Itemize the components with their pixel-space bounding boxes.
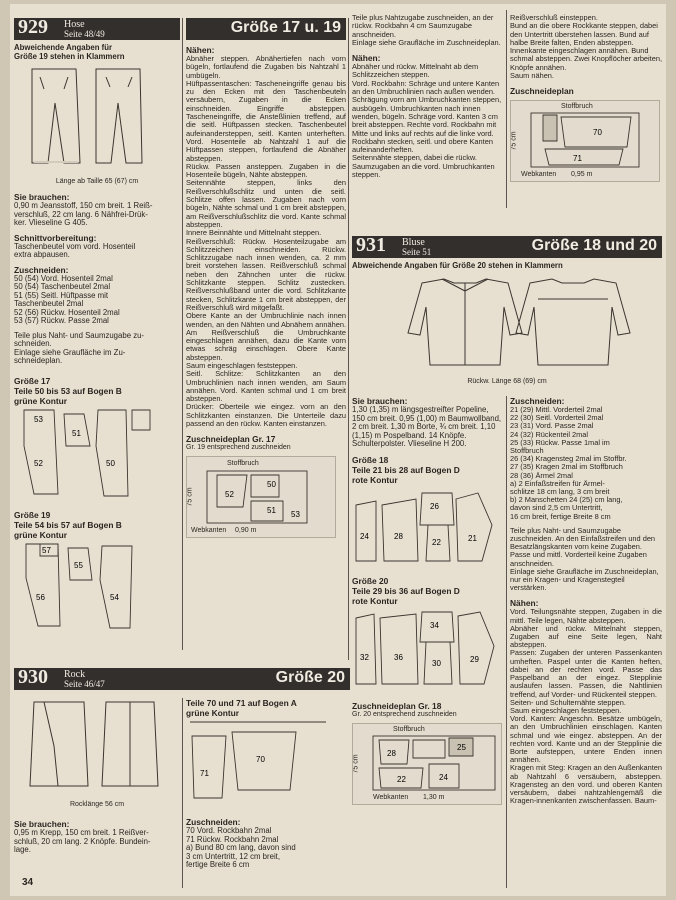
plan-piece-53: 53 bbox=[291, 510, 300, 520]
rock-illustration bbox=[14, 696, 174, 796]
rock-groesse: Größe 20 bbox=[275, 669, 345, 686]
rock-rv-cont: Reißverschluß einsteppen. Bund an die obere Rockkante steppen, dabei den Untertritt überstehen lassen. Bund auf halbe Breite falten, Enden absteppen. Innenkante eingeschlagen annähen. Bund schmal absteppen. Zwei Knopflöcher arbeiten, Knöpfe annähen. Saum nähen. bbox=[510, 14, 662, 81]
rock-header bbox=[14, 668, 350, 690]
piece-57: 57 bbox=[42, 545, 51, 555]
g18-piece-26: 26 bbox=[430, 501, 439, 511]
plan-piece-52: 52 bbox=[225, 490, 234, 500]
g20-piece-34: 34 bbox=[430, 620, 439, 630]
hose-plan-stoffbruch: Stoffbruch bbox=[227, 460, 259, 468]
piece-54: 54 bbox=[110, 592, 119, 602]
hose-sie-brauchen: 0,90 m Jeansstoff, 150 cm breit. 1 Reiß- verschluß, 22 cm lang. 6 Nähfrei-Drük- ker. Vlieseline G 405. bbox=[14, 201, 153, 227]
bluse-note: Abweichende Angaben für Größe 20 stehen in Klammern bbox=[352, 261, 563, 270]
rock-piece-70: 70 bbox=[256, 755, 265, 764]
hose-zuschneiden-heading: Zuschneiden: bbox=[14, 264, 69, 275]
divider-2 bbox=[348, 18, 349, 660]
rock-plan-height: 75 cm bbox=[510, 131, 518, 151]
rock-cont: Teile plus Nahtzugabe zuschneiden, an der rückw. Rockbahn 4 cm Saumzugabe anschneiden. Einlage siehe Graufläche im Zuschneideplan. bbox=[352, 14, 501, 47]
bluse-g18-kontur: rote Kontur bbox=[352, 474, 398, 485]
g18-piece-24: 24 bbox=[360, 531, 369, 541]
hose-schnitt: Taschenbeutel vom vord. Hosenteil extra abpausen. bbox=[14, 241, 136, 259]
bluse-sie-brauchen-heading: Sie brauchen: bbox=[352, 396, 408, 406]
hose-plan-heading: Zuschneideplan Gr. 17 bbox=[186, 434, 276, 445]
hose-g17-kontur: grüne Kontur bbox=[14, 395, 68, 406]
rock-teile: Teile 70 und 71 auf Bogen A bbox=[186, 698, 297, 708]
rock-plan-webkanten: Webkanten bbox=[521, 171, 557, 179]
rock-zuschneiden-heading: Zuschneiden: bbox=[186, 817, 241, 827]
bluse-g18-title: Größe 18 bbox=[352, 454, 389, 465]
bluse-plan-piece-22: 22 bbox=[397, 774, 406, 784]
hose-g19-kontur: grüne Kontur bbox=[14, 529, 68, 540]
rock-number: 930 bbox=[18, 668, 48, 688]
rock-sie-brauchen-heading: Sie brauchen: bbox=[14, 819, 70, 829]
rock-plan-stoffbruch: Stoffbruch bbox=[561, 103, 593, 111]
bluse-plan-width: 1,30 m bbox=[423, 793, 445, 801]
bluse-length: Rückw. Länge 68 (69) cm bbox=[467, 377, 547, 385]
piece-53: 53 bbox=[34, 414, 43, 424]
g20-piece-36: 36 bbox=[394, 652, 403, 662]
hose-nahen: Abnäher steppen. Abnähertiefen nach vorn bügeln, fortlaufend die Zugaben bis Nahtzahl 1 umbügeln. Hüftpassentaschen: Tascheneingriffe genau bis zu den Ecken mit den Taschenbeuteln versäubern, Zugaben in die Ecken einschneiden. Eingriffe absteppen. Tascheneingriffe, die Ansteßlinien treffend, auf die seitl. Hüftpassen stecken. Taschenbeutel aufeinandersteppen, seitl. Kanten unterheften. Vord. Hosenteile ab Nahtzahl 1 auf die Hüftpassen steppen, fortlaufend die Abnäher absteppen. Rückw. Passen ansteppen. Zugaben in die Hosenteile bügeln, Nähte absteppen. Seitennähte steppen, links den Reißverschlußschlitz und unten die seitl. Schlitze offen lassen. Zugaben nach vorn bügeln, Nähte schmal und 1 cm breit absteppen, am Reißverschlußschlitz die vord. Kante schmal absteppen. Innere Beinnähte und Mittelnaht steppen. Reißverschluß: Rückw. Hosenteilzugabe am Schlitzzeichen einschneiden. Rückw. Schlitzzugabe nach innen wenden, ca. 2 mm breit vorstehen lassen. Reißverschluß schmal neben den Zähnchen unter die rückw. Schlitzkante steppen. Schlitz zustecken. Reißverschlußband unter die vord. Schlitzkante stecken, Schlitzkante 1 cm breit absteppen, der Reißverschluß wird mitgefaßt. Obere Kante an der Umbruchlinie nach innen wenden, an den Nähten und Abnähern annähen. Am Reißverschluß die Umbruchkante eingeschlagen annähen, dazu die Kante vorn etwas schräg einschlagen. Obere Kante absteppen. Saum eingeschlagen feststeppen. Seitl. Schlitze: Schlitzkanten an den Umbruchlinien nach innen wenden, am Saum annähen. Vord. Kanten schmal und 1 cm breit absteppen. Drücker: Oberteile wie eingez. vorn an den Schlitzkanten einstanzen. Die Unterteile dazu passend an den rückw. Kanten einstanzen. bbox=[186, 54, 346, 429]
hose-plan-sub: Gr. 19 entsprechend zuschneiden bbox=[186, 444, 291, 452]
hose-header bbox=[14, 18, 180, 40]
g20-piece-30: 30 bbox=[432, 658, 441, 668]
pattern-page bbox=[10, 4, 666, 896]
hose-cutting-plan bbox=[186, 456, 336, 538]
hose-groesse: Größe 17 u. 19 bbox=[230, 19, 341, 36]
bluse-g18-teile: Teile 21 bis 28 auf Bogen D bbox=[352, 464, 460, 475]
hose-sie-brauchen-heading: Sie brauchen: bbox=[14, 192, 70, 202]
bluse-g20-kontur: rote Kontur bbox=[352, 595, 398, 606]
bluse-nahen-heading: Nähen: bbox=[510, 598, 539, 609]
g18-piece-21: 21 bbox=[468, 533, 477, 543]
hose-g19-teile: Teile 54 bis 57 auf Bogen B bbox=[14, 519, 122, 530]
hose-plan-height: 75 cm bbox=[186, 487, 194, 507]
bluse-illustration bbox=[352, 273, 652, 373]
rock-plan-piece-71: 71 bbox=[573, 154, 582, 164]
hose-note: Abweichende Angaben für Größe 19 stehen in Klammern bbox=[14, 43, 125, 61]
hose-continued bbox=[186, 18, 346, 658]
hose-naht: Teile plus Naht- und Saumzugabe zu- schneiden. Einlage siehe Graufläche im Zu- schneideplan. bbox=[14, 330, 145, 365]
g20-piece-29: 29 bbox=[470, 654, 479, 664]
hose-g19-diagram bbox=[14, 540, 164, 630]
rock-continued bbox=[352, 14, 504, 226]
hose-section bbox=[14, 18, 180, 658]
rock-piece-71: 71 bbox=[200, 769, 209, 778]
hose-g17-title: Größe 17 bbox=[14, 375, 51, 386]
bluse-header bbox=[352, 236, 662, 258]
bluse-naht: Teile plus Naht- und Saumzugabe zuschneiden. An den Einfaßstreifen und den Besatzlängskanten vorn keine Zugaben. Passe und mittl. Vorderteil keine Zugaben anschneiden. Einlage siehe Graufläche im Zuschneideplan, nur ein Kragen- und Kragenstegteil verstärken. bbox=[510, 525, 659, 593]
bluse-name: Bluse bbox=[402, 237, 425, 248]
bluse-section bbox=[352, 236, 662, 892]
g20-piece-32: 32 bbox=[360, 652, 369, 662]
bluse-plan-piece-25: 25 bbox=[457, 742, 466, 752]
hose-nahen-heading: Nähen: bbox=[186, 45, 215, 55]
bluse-plan-webkanten: Webkanten bbox=[373, 793, 409, 801]
rock-pattern-diagram bbox=[186, 718, 336, 808]
hose-g17-teile: Teile 50 bis 53 auf Bogen B bbox=[14, 385, 122, 396]
bluse-nahen: Vord. Teilungsnähte steppen, Zugaben in die mittl. Teile legen, Nähte absteppen. Abnäher und rückw. Mittelnaht steppen, Zugaben auf eine Seite legen, Naht absteppen. Passen: Zugaben der unteren Passenkanten umheften. Paspel unter die Kanten heften, dabei an der rechten vord. Passe das Paspelband an der eingez. Stepplinie auslaufen lassen. Passen, die Nahtlinien treffend, auf Vorder- und Rückenteil steppen. Seiten- und Schulternähte steppen. Saum eingeschlagen feststeppen. Vord. Kanten: Angeschn. Besätze umbügeln, an den Umbruchlinien einschlagen. Kanten schmal und wie eingez. absteppen. An der rechten vord. Kante und an der Stepplinie die Borte aufsteppen, untere Enden innen annähen. Kragen mit Steg: Kragen an den Außenkanten ab Nahtzahl 6 versäubern, absteppen. Kragensteg an den vord. und oberen Kanten versäubern, dabei nahtzahlengemäß die Kragen-innenkanten zwischenfassen. Baum- bbox=[510, 607, 662, 806]
bluse-plan-sub: Gr. 20 entsprechend zuschneiden bbox=[352, 710, 457, 718]
divider-rock bbox=[182, 698, 183, 888]
g18-piece-28: 28 bbox=[394, 531, 403, 541]
plan-piece-50: 50 bbox=[267, 480, 276, 490]
divider-4 bbox=[506, 396, 507, 888]
bluse-cutting-plan bbox=[352, 723, 502, 805]
piece-55: 55 bbox=[74, 560, 83, 570]
rock-name: Rock bbox=[64, 669, 86, 680]
rock-nahen: Abnäher und rückw. Mittelnaht ab dem Schlitzzeichen steppen. Vord. Rockbahn: Schräge und untere Kanten an den Umbruchlinien nach außen wenden. Schrägung vorn am Umbruchkanten steppen, ausbügeln. Umbruchkanten nach innen wenden, bügeln. Schräge vord. Kanten 3 cm breit absteppen. Rechte vord. Rockbahn mit Mitte und links auf rechts auf die linke vord. Rockbahn stecken, seitl. und obere Kanten aufeinanderheften. Seitennähte steppen, dabei die rückw. Saumzugaben an die vord. Umbruchkanten steppen. bbox=[352, 62, 502, 180]
bluse-groesse: Größe 18 und 20 bbox=[531, 237, 657, 254]
hose-plan-width: 0,90 m bbox=[235, 527, 257, 535]
rock-length: Rocklänge 56 cm bbox=[69, 801, 125, 808]
hose-schnitt-heading: Schnittvorbereitung: bbox=[14, 232, 97, 243]
bluse-zuschneiden: 21 (29) Mittl. Vorderteil 2mal 22 (30) Seitl. Vorderteil 2mal 23 (31) Vord. Passe 2mal 24 (32) Rückenteil 2mal 25 (33) Rückw. Passe 1mal im Stoffbruch 26 (34) Kragensteg 2mal im Stoffbr. 27 (35) Kragen 2mal im Stoffbruch 28 (36) Ärmel 2mal a) 2 Einfaßstreifen für Ärmel- schlitze 18 cm lang, 3 cm breit b) 2 Manschetten 24 (25) cm lang, davon sind 2,5 cm Untertritt, 16 cm breit, fertige Breite 8 cm bbox=[510, 405, 627, 521]
bluse-plan-stoffbruch: Stoffbruch bbox=[393, 725, 425, 733]
piece-50: 50 bbox=[106, 458, 115, 468]
bluse-g20-teile: Teile 29 bis 36 auf Bogen D bbox=[352, 585, 460, 596]
bluse-g20-diagram bbox=[352, 606, 502, 690]
hose-number: 929 bbox=[18, 18, 48, 38]
g18-piece-22: 22 bbox=[432, 537, 441, 547]
bluse-seite: Seite 51 bbox=[402, 247, 432, 257]
hose-illustration bbox=[14, 63, 164, 173]
hose-plan-webkanten: Webkanten bbox=[191, 527, 227, 535]
hose-name: Hose bbox=[64, 19, 85, 30]
bluse-plan-piece-24: 24 bbox=[439, 772, 448, 782]
rock-zuschneiden: 70 Vord. Rockbahn 2mal 71 Rückw. Rockbahn 2mal a) Bund 80 cm lang, davon sind 3 cm Untertritt, 12 cm breit, fertige Breite 6 cm bbox=[186, 826, 296, 869]
hose-seite: Seite 48/49 bbox=[64, 29, 105, 39]
bluse-sie-brauchen: 1,30 (1,35) m längsgestreifter Popeline, 150 cm breit. 0,95 (1,00) m Baumwollband, 2 cm breit. 1,30 m Borte, ¾ cm breit. 1,10 (1,15) m Pospelband. 14 Knöpfe. Schulterpolster. Vlieseline H 200. bbox=[352, 405, 502, 448]
rock-plan-width: 0,95 m bbox=[571, 171, 593, 179]
hose-size-header bbox=[186, 18, 346, 40]
rock-continued-2 bbox=[510, 14, 662, 226]
rock-kontur: grüne Kontur bbox=[186, 708, 240, 718]
rock-sie-brauchen: 0,95 m Krepp, 150 cm breit. 1 Reißver- schluß, 20 cm lang. 2 Knöpfe. Bundein- lage. bbox=[14, 828, 151, 854]
divider-3 bbox=[506, 10, 507, 208]
piece-51: 51 bbox=[72, 428, 81, 438]
piece-52: 52 bbox=[34, 458, 43, 468]
divider-1 bbox=[182, 18, 183, 650]
hose-length: Länge ab Taille 65 (67) cm bbox=[55, 178, 139, 185]
bluse-plan-heading: Zuschneideplan Gr. 18 bbox=[352, 700, 442, 711]
hose-zuschneiden: 50 (54) Vord. Hosenteil 2mal 50 (54) Taschenbeutel 2mal 51 (55) Seitl. Hüftpasse mit Taschenbeutel 2mal 52 (56) Rückw. Hosenteil 2mal 53 (57) Rückw. Passe 2mal bbox=[14, 273, 120, 325]
piece-56: 56 bbox=[36, 592, 45, 602]
rock-plan-heading: Zuschneideplan bbox=[510, 86, 574, 97]
bluse-number: 931 bbox=[356, 236, 386, 256]
hose-g17-diagram bbox=[14, 406, 164, 501]
rock-cutting-plan bbox=[510, 100, 660, 182]
plan-piece-51: 51 bbox=[267, 506, 276, 516]
rock-plan-piece-70: 70 bbox=[593, 128, 602, 138]
rock-nahen-heading: Nähen: bbox=[352, 53, 381, 64]
page-number: 34 bbox=[22, 877, 34, 888]
bluse-plan-piece-28: 28 bbox=[387, 748, 396, 758]
hose-g19-title: Größe 19 bbox=[14, 509, 51, 520]
bluse-plan-height: 75 cm bbox=[352, 753, 360, 774]
bluse-g18-diagram bbox=[352, 485, 502, 567]
rock-seite: Seite 46/47 bbox=[64, 679, 105, 689]
bluse-g20-title: Größe 20 bbox=[352, 575, 389, 586]
bluse-zuschneiden-heading: Zuschneiden: bbox=[510, 396, 565, 406]
